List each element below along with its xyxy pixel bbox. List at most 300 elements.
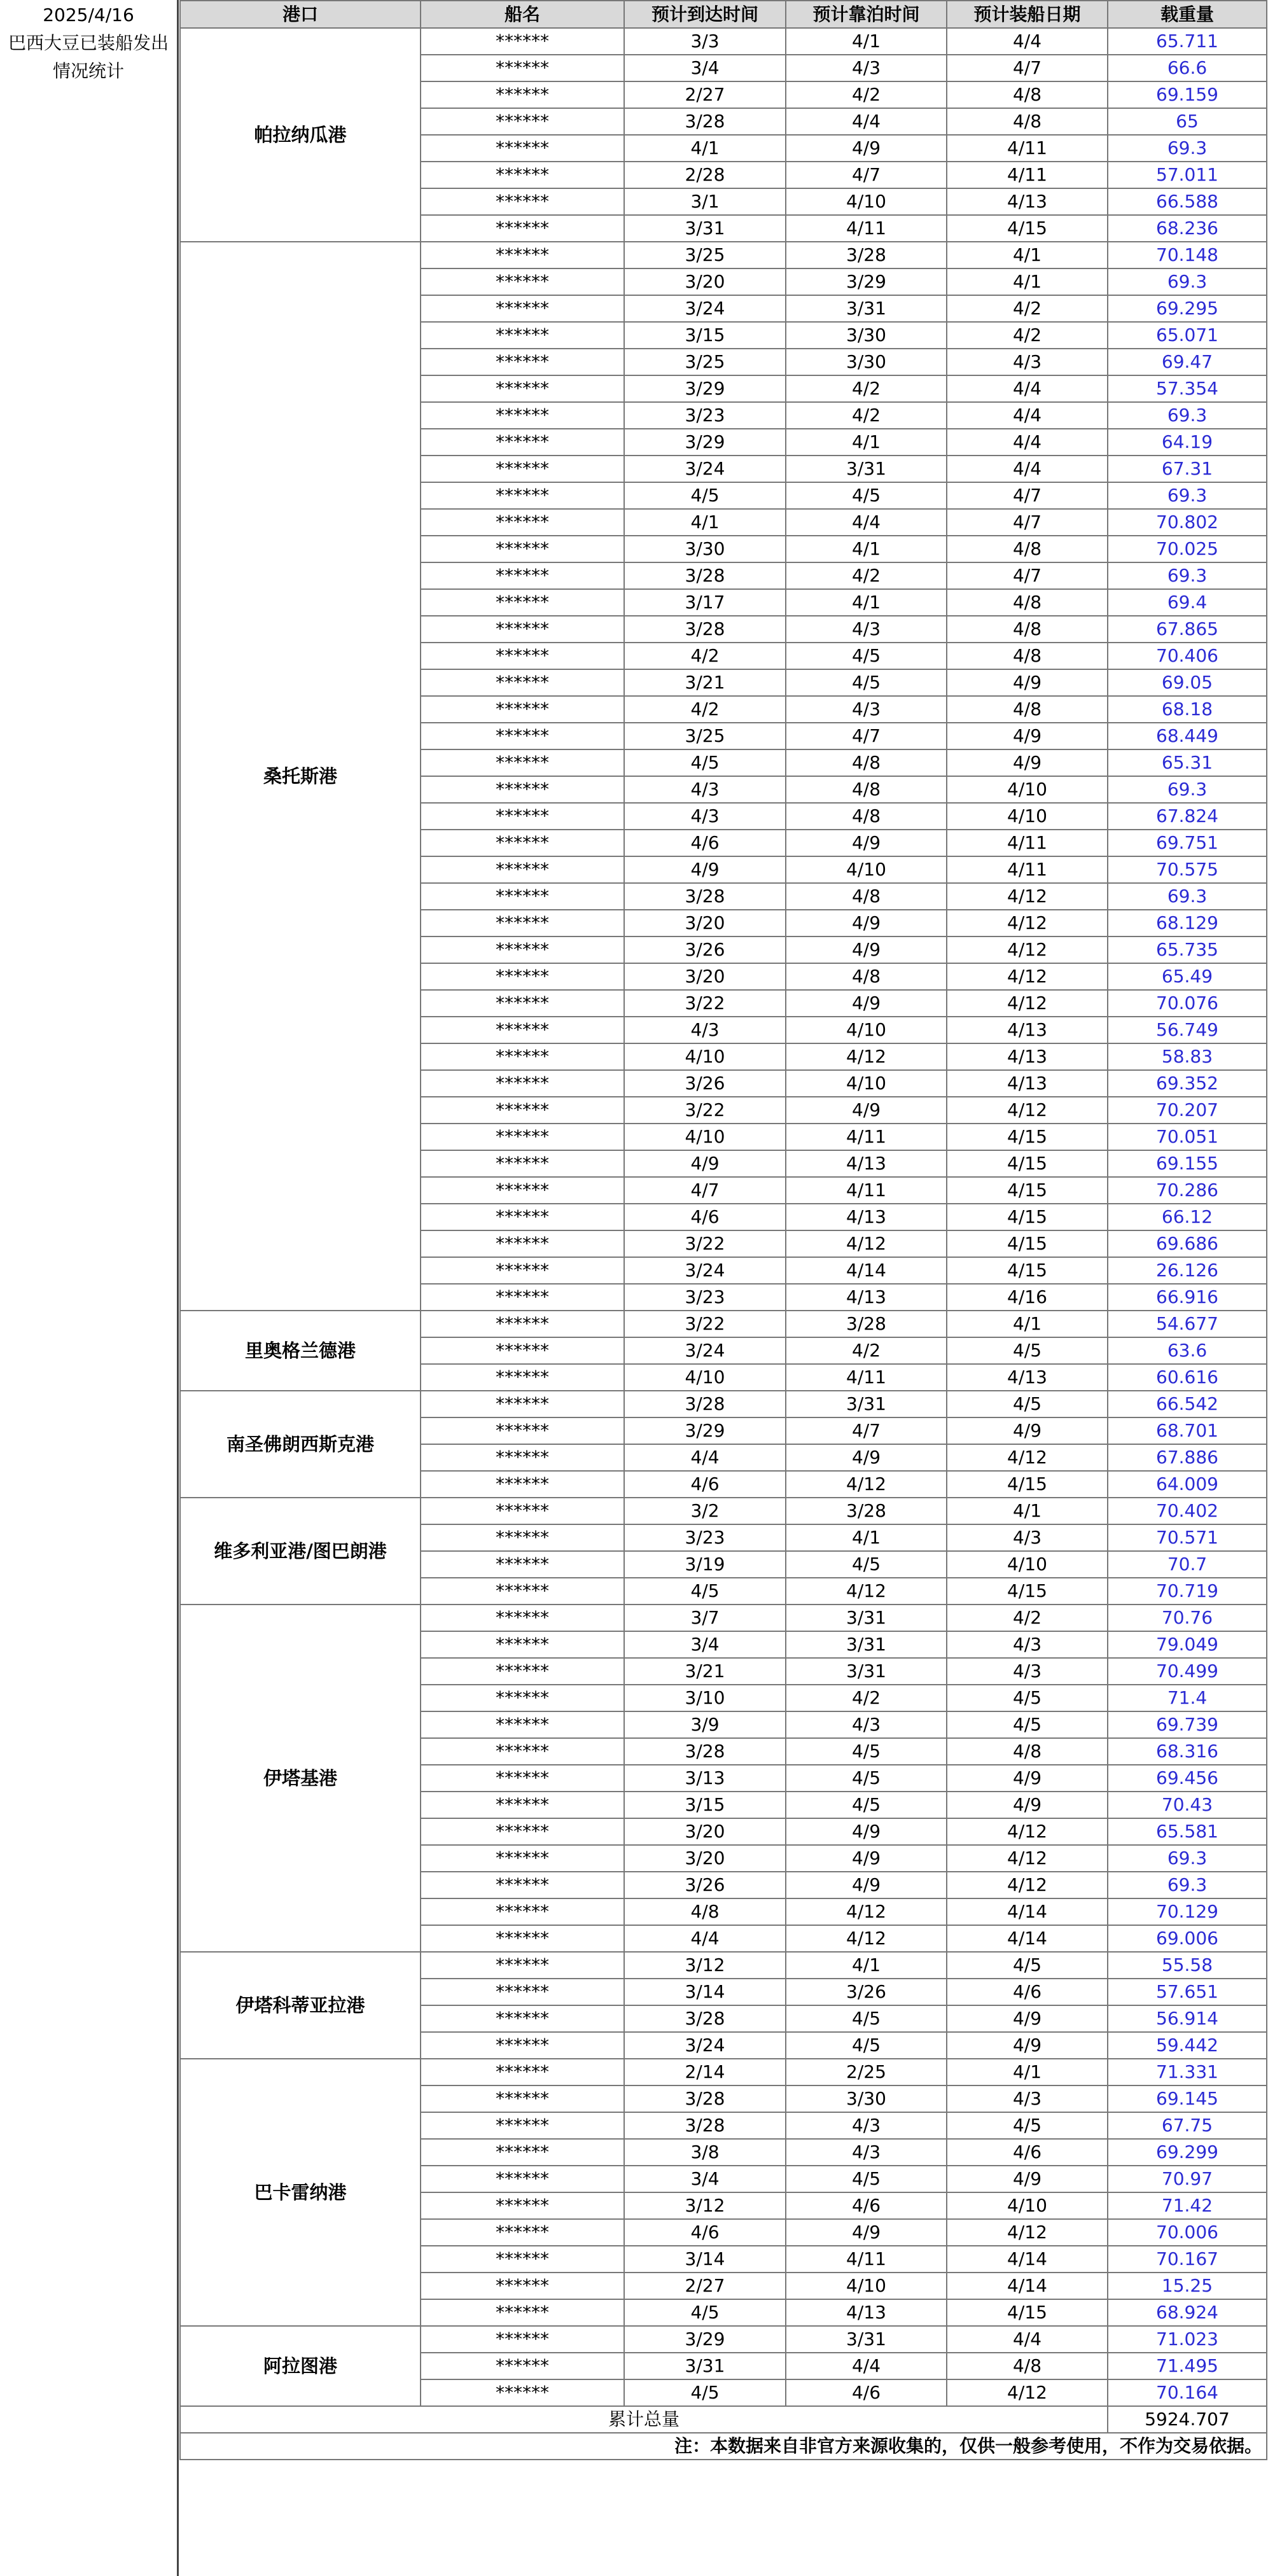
berthing-time: 4/8 bbox=[786, 803, 947, 830]
berthing-time: 4/11 bbox=[786, 1124, 947, 1150]
tonnage: 69.751 bbox=[1108, 830, 1267, 856]
eta: 3/28 bbox=[624, 2085, 786, 2112]
vessel-name: ****** bbox=[421, 803, 624, 830]
berthing-time: 4/9 bbox=[786, 830, 947, 856]
tonnage: 67.865 bbox=[1108, 616, 1267, 643]
loading-date: 4/15 bbox=[947, 1230, 1108, 1257]
berthing-time: 4/5 bbox=[786, 1792, 947, 1818]
berthing-time: 4/8 bbox=[786, 963, 947, 990]
port-name: 伊塔基港 bbox=[180, 1605, 421, 1952]
vessel-name: ****** bbox=[421, 295, 624, 322]
berthing-time: 4/12 bbox=[786, 1471, 947, 1498]
berthing-time: 4/9 bbox=[786, 990, 947, 1017]
loading-date: 4/3 bbox=[947, 2085, 1108, 2112]
berthing-time: 4/8 bbox=[786, 883, 947, 910]
table-row bbox=[180, 2059, 1267, 2085]
header-row bbox=[180, 1, 1267, 28]
port-name: 巴卡雷纳港 bbox=[180, 2059, 421, 2326]
berthing-time: 4/9 bbox=[786, 135, 947, 162]
vessel-name: ****** bbox=[421, 2273, 624, 2299]
shipment-sheet bbox=[179, 0, 1266, 2576]
eta: 3/22 bbox=[624, 1097, 786, 1124]
table-row bbox=[180, 1498, 1267, 1524]
loading-date: 4/9 bbox=[947, 669, 1108, 696]
eta: 3/20 bbox=[624, 910, 786, 936]
total-row bbox=[180, 2406, 1267, 2433]
vessel-name: ****** bbox=[421, 268, 624, 295]
loading-date: 4/13 bbox=[947, 188, 1108, 215]
berthing-time: 3/28 bbox=[786, 242, 947, 268]
report-title: 巴西大豆已装船发出情况统计 bbox=[8, 32, 169, 81]
berthing-time: 4/4 bbox=[786, 2353, 947, 2379]
berthing-time: 4/9 bbox=[786, 1818, 947, 1845]
loading-date: 4/11 bbox=[947, 162, 1108, 188]
loading-date: 4/1 bbox=[947, 2059, 1108, 2085]
eta: 4/5 bbox=[624, 482, 786, 509]
tonnage: 70.025 bbox=[1108, 536, 1267, 562]
tonnage: 57.354 bbox=[1108, 375, 1267, 402]
eta: 3/28 bbox=[624, 2005, 786, 2032]
eta: 3/28 bbox=[624, 616, 786, 643]
berthing-time: 4/14 bbox=[786, 1257, 947, 1284]
berthing-time: 4/1 bbox=[786, 1524, 947, 1551]
loading-date: 4/3 bbox=[947, 1658, 1108, 1685]
port-name: 桑托斯港 bbox=[180, 242, 421, 1311]
loading-date: 4/12 bbox=[947, 1097, 1108, 1124]
eta: 3/28 bbox=[624, 2112, 786, 2139]
table-row bbox=[180, 28, 1267, 55]
loading-date: 4/15 bbox=[947, 2299, 1108, 2326]
loading-date: 4/1 bbox=[947, 1311, 1108, 1337]
loading-date: 4/5 bbox=[947, 1337, 1108, 1364]
total-label: 累计总量 bbox=[180, 2406, 1108, 2433]
tonnage: 69.456 bbox=[1108, 1765, 1267, 1792]
loading-date: 4/6 bbox=[947, 2139, 1108, 2166]
berthing-time: 3/31 bbox=[786, 1658, 947, 1685]
berthing-time: 4/10 bbox=[786, 1017, 947, 1043]
tonnage: 66.542 bbox=[1108, 1391, 1267, 1417]
port-name: 里奥格兰德港 bbox=[180, 1311, 421, 1391]
tonnage: 69.3 bbox=[1108, 482, 1267, 509]
tonnage: 70.406 bbox=[1108, 643, 1267, 669]
tonnage: 65 bbox=[1108, 108, 1267, 135]
eta: 3/4 bbox=[624, 1631, 786, 1658]
berthing-time: 4/3 bbox=[786, 1711, 947, 1738]
tonnage: 65.071 bbox=[1108, 322, 1267, 349]
vessel-name: ****** bbox=[421, 375, 624, 402]
tonnage: 55.58 bbox=[1108, 1952, 1267, 1979]
eta: 4/6 bbox=[624, 1471, 786, 1498]
eta: 2/27 bbox=[624, 81, 786, 108]
berthing-time: 3/31 bbox=[786, 1631, 947, 1658]
loading-date: 4/12 bbox=[947, 2379, 1108, 2406]
loading-date: 4/7 bbox=[947, 55, 1108, 81]
eta: 3/26 bbox=[624, 936, 786, 963]
loading-date: 4/7 bbox=[947, 562, 1108, 589]
loading-date: 4/12 bbox=[947, 1444, 1108, 1471]
vessel-name: ****** bbox=[421, 1711, 624, 1738]
vessel-name: ****** bbox=[421, 1417, 624, 1444]
vessel-name: ****** bbox=[421, 1070, 624, 1097]
loading-date: 4/15 bbox=[947, 1177, 1108, 1204]
berthing-time: 4/11 bbox=[786, 1364, 947, 1391]
vessel-name: ****** bbox=[421, 1017, 624, 1043]
header-port: 港口 bbox=[180, 1, 421, 28]
loading-date: 4/2 bbox=[947, 295, 1108, 322]
loading-date: 4/9 bbox=[947, 1792, 1108, 1818]
vessel-name: ****** bbox=[421, 696, 624, 723]
berthing-time: 2/25 bbox=[786, 2059, 947, 2085]
eta: 4/10 bbox=[624, 1364, 786, 1391]
total-value: 5924.707 bbox=[1108, 2406, 1267, 2433]
berthing-time: 3/31 bbox=[786, 295, 947, 322]
loading-date: 4/3 bbox=[947, 1524, 1108, 1551]
vessel-name: ****** bbox=[421, 990, 624, 1017]
vessel-name: ****** bbox=[421, 162, 624, 188]
vessel-name: ****** bbox=[421, 108, 624, 135]
vessel-name: ****** bbox=[421, 81, 624, 108]
tonnage: 70.571 bbox=[1108, 1524, 1267, 1551]
table-row bbox=[180, 1391, 1267, 1417]
tonnage: 60.616 bbox=[1108, 1364, 1267, 1391]
tonnage: 65.711 bbox=[1108, 28, 1267, 55]
eta: 3/26 bbox=[624, 1070, 786, 1097]
port-name: 帕拉纳瓜港 bbox=[180, 28, 421, 242]
loading-date: 4/15 bbox=[947, 1204, 1108, 1230]
berthing-time: 4/6 bbox=[786, 2192, 947, 2219]
tonnage: 15.25 bbox=[1108, 2273, 1267, 2299]
vessel-name: ****** bbox=[421, 482, 624, 509]
berthing-time: 4/8 bbox=[786, 749, 947, 776]
vessel-name: ****** bbox=[421, 349, 624, 375]
tonnage: 71.331 bbox=[1108, 2059, 1267, 2085]
berthing-time: 4/2 bbox=[786, 562, 947, 589]
eta: 2/28 bbox=[624, 162, 786, 188]
tonnage: 69.006 bbox=[1108, 1925, 1267, 1952]
eta: 3/22 bbox=[624, 1230, 786, 1257]
vessel-name: ****** bbox=[421, 1150, 624, 1177]
loading-date: 4/12 bbox=[947, 883, 1108, 910]
tonnage: 69.05 bbox=[1108, 669, 1267, 696]
eta: 3/24 bbox=[624, 2032, 786, 2059]
port-name: 维多利亚港/图巴朗港 bbox=[180, 1498, 421, 1605]
eta: 4/10 bbox=[624, 1043, 786, 1070]
berthing-time: 3/29 bbox=[786, 268, 947, 295]
eta: 4/1 bbox=[624, 509, 786, 536]
vessel-name: ****** bbox=[421, 1818, 624, 1845]
loading-date: 4/8 bbox=[947, 696, 1108, 723]
loading-date: 4/14 bbox=[947, 2246, 1108, 2273]
eta: 3/4 bbox=[624, 55, 786, 81]
eta: 3/19 bbox=[624, 1551, 786, 1578]
tonnage: 67.75 bbox=[1108, 2112, 1267, 2139]
loading-date: 4/8 bbox=[947, 643, 1108, 669]
vessel-name: ****** bbox=[421, 589, 624, 616]
eta: 3/9 bbox=[624, 1711, 786, 1738]
loading-date: 4/8 bbox=[947, 589, 1108, 616]
tonnage: 69.155 bbox=[1108, 1150, 1267, 1177]
berthing-time: 3/31 bbox=[786, 1391, 947, 1417]
eta: 3/12 bbox=[624, 1952, 786, 1979]
eta: 3/28 bbox=[624, 1391, 786, 1417]
eta: 4/4 bbox=[624, 1444, 786, 1471]
tonnage: 26.126 bbox=[1108, 1257, 1267, 1284]
loading-date: 4/9 bbox=[947, 1417, 1108, 1444]
tonnage: 79.049 bbox=[1108, 1631, 1267, 1658]
eta: 4/5 bbox=[624, 2299, 786, 2326]
eta: 3/1 bbox=[624, 188, 786, 215]
berthing-time: 4/5 bbox=[786, 643, 947, 669]
vessel-name: ****** bbox=[421, 2192, 624, 2219]
eta: 4/10 bbox=[624, 1124, 786, 1150]
tonnage: 71.023 bbox=[1108, 2326, 1267, 2353]
vessel-name: ****** bbox=[421, 1792, 624, 1818]
tonnage: 70.076 bbox=[1108, 990, 1267, 1017]
eta: 3/15 bbox=[624, 322, 786, 349]
berthing-time: 4/9 bbox=[786, 1444, 947, 1471]
vessel-name: ****** bbox=[421, 2379, 624, 2406]
berthing-time: 4/5 bbox=[786, 1551, 947, 1578]
tonnage: 65.49 bbox=[1108, 963, 1267, 990]
vessel-name: ****** bbox=[421, 1124, 624, 1150]
eta: 4/8 bbox=[624, 1898, 786, 1925]
vessel-name: ****** bbox=[421, 2059, 624, 2085]
berthing-time: 4/2 bbox=[786, 375, 947, 402]
eta: 3/22 bbox=[624, 990, 786, 1017]
loading-date: 4/10 bbox=[947, 1551, 1108, 1578]
tonnage: 70.719 bbox=[1108, 1578, 1267, 1605]
eta: 3/23 bbox=[624, 1284, 786, 1311]
vessel-name: ****** bbox=[421, 1364, 624, 1391]
vessel-name: ****** bbox=[421, 1631, 624, 1658]
tonnage: 67.31 bbox=[1108, 456, 1267, 482]
eta: 3/24 bbox=[624, 456, 786, 482]
loading-date: 4/8 bbox=[947, 616, 1108, 643]
eta: 4/5 bbox=[624, 749, 786, 776]
vessel-name: ****** bbox=[421, 509, 624, 536]
vessel-name: ****** bbox=[421, 1551, 624, 1578]
vessel-name: ****** bbox=[421, 242, 624, 268]
loading-date: 4/8 bbox=[947, 1738, 1108, 1765]
vessel-name: ****** bbox=[421, 2166, 624, 2192]
berthing-time: 3/31 bbox=[786, 1605, 947, 1631]
eta: 4/3 bbox=[624, 803, 786, 830]
tonnage: 69.686 bbox=[1108, 1230, 1267, 1257]
vessel-name: ****** bbox=[421, 1391, 624, 1417]
berthing-time: 4/7 bbox=[786, 162, 947, 188]
tonnage: 66.588 bbox=[1108, 188, 1267, 215]
vessel-name: ****** bbox=[421, 402, 624, 429]
loading-date: 4/2 bbox=[947, 322, 1108, 349]
loading-date: 4/9 bbox=[947, 2032, 1108, 2059]
berthing-time: 4/10 bbox=[786, 1070, 947, 1097]
eta: 3/29 bbox=[624, 1417, 786, 1444]
eta: 3/30 bbox=[624, 536, 786, 562]
loading-date: 4/7 bbox=[947, 509, 1108, 536]
vessel-name: ****** bbox=[421, 1498, 624, 1524]
tonnage: 69.3 bbox=[1108, 1845, 1267, 1872]
tonnage: 69.295 bbox=[1108, 295, 1267, 322]
loading-date: 4/15 bbox=[947, 1471, 1108, 1498]
tonnage: 70.499 bbox=[1108, 1658, 1267, 1685]
eta: 3/25 bbox=[624, 349, 786, 375]
vessel-name: ****** bbox=[421, 776, 624, 803]
loading-date: 4/5 bbox=[947, 1685, 1108, 1711]
eta: 3/3 bbox=[624, 28, 786, 55]
loading-date: 4/15 bbox=[947, 1578, 1108, 1605]
tonnage: 70.148 bbox=[1108, 242, 1267, 268]
tonnage: 70.402 bbox=[1108, 1498, 1267, 1524]
tonnage: 69.145 bbox=[1108, 2085, 1267, 2112]
tonnage: 70.207 bbox=[1108, 1097, 1267, 1124]
berthing-time: 4/11 bbox=[786, 1177, 947, 1204]
tonnage: 69.3 bbox=[1108, 135, 1267, 162]
vessel-name: ****** bbox=[421, 135, 624, 162]
vessel-name: ****** bbox=[421, 1524, 624, 1551]
tonnage: 69.739 bbox=[1108, 1711, 1267, 1738]
berthing-time: 4/2 bbox=[786, 1337, 947, 1364]
eta: 4/6 bbox=[624, 830, 786, 856]
loading-date: 4/5 bbox=[947, 1391, 1108, 1417]
eta: 3/20 bbox=[624, 1818, 786, 1845]
berthing-time: 4/3 bbox=[786, 55, 947, 81]
vessel-name: ****** bbox=[421, 562, 624, 589]
vessel-name: ****** bbox=[421, 1872, 624, 1898]
vessel-name: ****** bbox=[421, 830, 624, 856]
berthing-time: 4/7 bbox=[786, 1417, 947, 1444]
tonnage: 65.31 bbox=[1108, 749, 1267, 776]
loading-date: 4/1 bbox=[947, 1498, 1108, 1524]
vessel-name: ****** bbox=[421, 1337, 624, 1364]
eta: 4/9 bbox=[624, 856, 786, 883]
loading-date: 4/13 bbox=[947, 1043, 1108, 1070]
tonnage: 58.83 bbox=[1108, 1043, 1267, 1070]
eta: 3/28 bbox=[624, 108, 786, 135]
tonnage: 69.159 bbox=[1108, 81, 1267, 108]
tonnage: 66.6 bbox=[1108, 55, 1267, 81]
tonnage: 69.3 bbox=[1108, 1872, 1267, 1898]
eta: 4/3 bbox=[624, 776, 786, 803]
eta: 4/3 bbox=[624, 1017, 786, 1043]
berthing-time: 4/5 bbox=[786, 1738, 947, 1765]
vessel-name: ****** bbox=[421, 1284, 624, 1311]
report-date: 2025/4/16 bbox=[43, 4, 134, 25]
header-berthing: 预计靠泊时间 bbox=[786, 1, 947, 28]
loading-date: 4/15 bbox=[947, 215, 1108, 242]
vessel-name: ****** bbox=[421, 2246, 624, 2273]
header-vessel: 船名 bbox=[421, 1, 624, 28]
eta: 3/31 bbox=[624, 2353, 786, 2379]
loading-date: 4/12 bbox=[947, 1818, 1108, 1845]
loading-date: 4/4 bbox=[947, 28, 1108, 55]
loading-date: 4/13 bbox=[947, 1070, 1108, 1097]
loading-date: 4/12 bbox=[947, 936, 1108, 963]
vessel-name: ****** bbox=[421, 883, 624, 910]
tonnage: 69.352 bbox=[1108, 1070, 1267, 1097]
berthing-time: 4/11 bbox=[786, 215, 947, 242]
vessel-name: ****** bbox=[421, 28, 624, 55]
vessel-name: ****** bbox=[421, 723, 624, 749]
vessel-name: ****** bbox=[421, 1177, 624, 1204]
eta: 4/5 bbox=[624, 2379, 786, 2406]
berthing-time: 4/5 bbox=[786, 2005, 947, 2032]
vessel-name: ****** bbox=[421, 2085, 624, 2112]
vessel-name: ****** bbox=[421, 2139, 624, 2166]
berthing-time: 4/13 bbox=[786, 2299, 947, 2326]
tonnage: 65.735 bbox=[1108, 936, 1267, 963]
loading-date: 4/12 bbox=[947, 910, 1108, 936]
vessel-name: ****** bbox=[421, 1097, 624, 1124]
vessel-name: ****** bbox=[421, 215, 624, 242]
loading-date: 4/9 bbox=[947, 723, 1108, 749]
loading-date: 4/13 bbox=[947, 1364, 1108, 1391]
vessel-name: ****** bbox=[421, 1845, 624, 1872]
vessel-name: ****** bbox=[421, 1738, 624, 1765]
tonnage: 66.12 bbox=[1108, 1204, 1267, 1230]
tonnage: 69.3 bbox=[1108, 402, 1267, 429]
berthing-time: 4/10 bbox=[786, 188, 947, 215]
tonnage: 69.3 bbox=[1108, 268, 1267, 295]
loading-date: 4/15 bbox=[947, 1124, 1108, 1150]
eta: 3/29 bbox=[624, 375, 786, 402]
loading-date: 4/12 bbox=[947, 1872, 1108, 1898]
berthing-time: 4/11 bbox=[786, 2246, 947, 2273]
berthing-time: 4/12 bbox=[786, 1925, 947, 1952]
loading-date: 4/12 bbox=[947, 963, 1108, 990]
loading-date: 4/4 bbox=[947, 375, 1108, 402]
eta: 3/22 bbox=[624, 1311, 786, 1337]
shipment-table bbox=[179, 0, 1267, 2460]
tonnage: 70.129 bbox=[1108, 1898, 1267, 1925]
berthing-time: 4/2 bbox=[786, 402, 947, 429]
vessel-name: ****** bbox=[421, 669, 624, 696]
eta: 3/4 bbox=[624, 2166, 786, 2192]
eta: 4/1 bbox=[624, 135, 786, 162]
loading-date: 4/5 bbox=[947, 2112, 1108, 2139]
tonnage: 57.651 bbox=[1108, 1979, 1267, 2005]
vessel-name: ****** bbox=[421, 2299, 624, 2326]
tonnage: 65.581 bbox=[1108, 1818, 1267, 1845]
loading-date: 4/10 bbox=[947, 776, 1108, 803]
vessel-name: ****** bbox=[421, 1043, 624, 1070]
tonnage: 71.4 bbox=[1108, 1685, 1267, 1711]
loading-date: 4/9 bbox=[947, 1765, 1108, 1792]
berthing-time: 3/28 bbox=[786, 1311, 947, 1337]
berthing-time: 4/5 bbox=[786, 669, 947, 696]
vessel-name: ****** bbox=[421, 2219, 624, 2246]
table-row bbox=[180, 242, 1267, 268]
vessel-name: ****** bbox=[421, 936, 624, 963]
vessel-name: ****** bbox=[421, 1230, 624, 1257]
berthing-time: 4/4 bbox=[786, 108, 947, 135]
berthing-time: 4/3 bbox=[786, 2112, 947, 2139]
berthing-time: 3/31 bbox=[786, 456, 947, 482]
vessel-name: ****** bbox=[421, 1979, 624, 2005]
eta: 4/9 bbox=[624, 1150, 786, 1177]
header-eta: 预计到达时间 bbox=[624, 1, 786, 28]
berthing-time: 4/1 bbox=[786, 536, 947, 562]
vessel-name: ****** bbox=[421, 1898, 624, 1925]
loading-date: 4/2 bbox=[947, 1605, 1108, 1631]
eta: 3/28 bbox=[624, 1738, 786, 1765]
tonnage: 70.802 bbox=[1108, 509, 1267, 536]
berthing-time: 4/9 bbox=[786, 910, 947, 936]
eta: 3/15 bbox=[624, 1792, 786, 1818]
loading-date: 4/14 bbox=[947, 2273, 1108, 2299]
loading-date: 4/15 bbox=[947, 1150, 1108, 1177]
tonnage: 68.236 bbox=[1108, 215, 1267, 242]
tonnage: 68.129 bbox=[1108, 910, 1267, 936]
